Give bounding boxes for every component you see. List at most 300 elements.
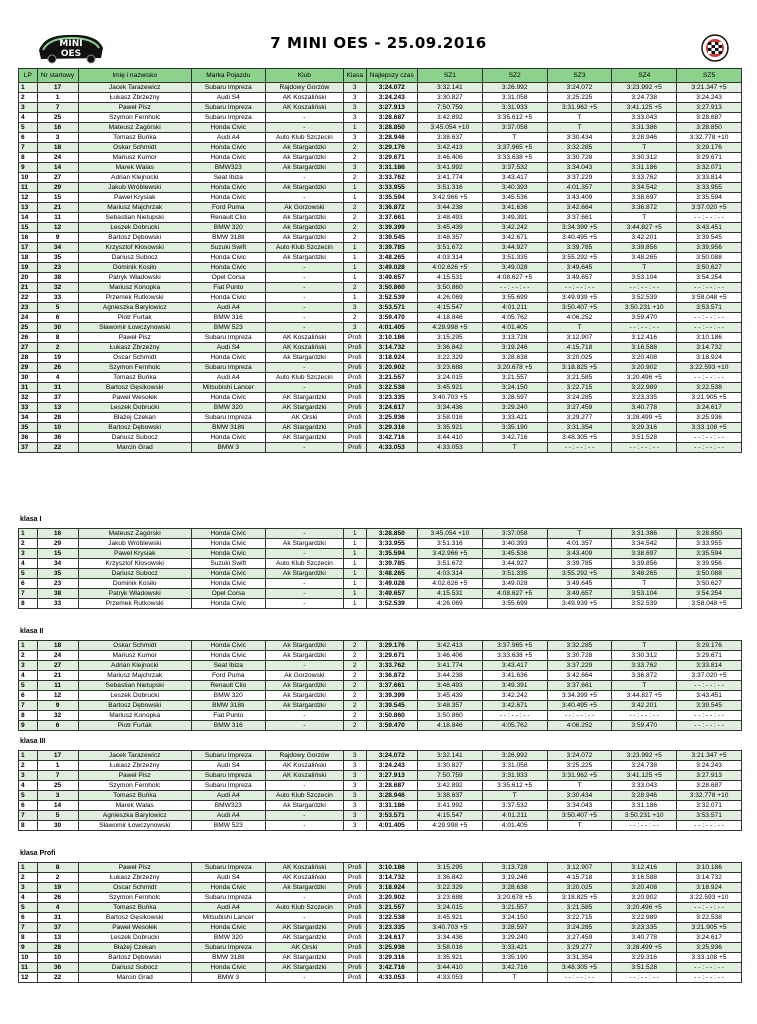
cell-car: Subaru Impreza (191, 83, 265, 93)
cell-sz: 3:23.992 +5 (612, 83, 677, 93)
cell-club: - (265, 599, 343, 609)
cell-club: AK Koszaliński (265, 771, 343, 781)
table-row (19, 671, 742, 681)
cell-best: 3:39.545 (366, 701, 417, 711)
cell-name: Błażej Czekan (78, 943, 191, 953)
table-row (19, 273, 742, 283)
cell-sz: 3:26.992 (482, 83, 547, 93)
cell-sz: 3:38.637 (418, 133, 483, 143)
cell-start: 37 (37, 923, 78, 933)
cell-lp: 7 (19, 701, 38, 711)
cell-club: Rajdowy Gorzów (265, 751, 343, 761)
cell-sz: 3:31.962 +5 (547, 103, 612, 113)
table-row (19, 363, 742, 373)
cell-cls: 2 (343, 721, 366, 731)
table-row (19, 751, 742, 761)
cell-sz: 3:44.410 (418, 433, 483, 443)
cell-sz: 3:39.956 (677, 243, 742, 253)
table-row (19, 123, 742, 133)
cell-name: Krzysztof Kłosowski (78, 243, 191, 253)
column-header: Imię i nazwisko (78, 69, 191, 83)
cell-sz: 3:30.434 (547, 133, 612, 143)
table-row (19, 863, 742, 873)
cell-lp: 14 (19, 213, 38, 223)
table-row (19, 423, 742, 433)
cell-sz: 3:33.638 +5 (482, 153, 547, 163)
cell-cls: Profi (343, 973, 366, 983)
cell-sz: 3:34.542 (612, 539, 677, 549)
cell-club: - (265, 273, 343, 283)
cell-sz: 4:02.626 +5 (418, 579, 483, 589)
cell-cls: 3 (343, 751, 366, 761)
cell-lp: 8 (19, 599, 38, 609)
cell-sz: 3:32.778 +10 (677, 133, 742, 143)
cell-sz: - - : - - : - - (677, 721, 742, 731)
cell-sz: 3:42.671 (482, 701, 547, 711)
cell-start: 11 (37, 213, 78, 223)
cell-start: 14 (37, 801, 78, 811)
cell-cls: 2 (343, 641, 366, 651)
cell-sz: 4:01.405 (482, 323, 547, 333)
cell-club: Ak Stargardzki (265, 153, 343, 163)
cell-lp: 8 (19, 933, 38, 943)
cell-cls: Profi (343, 943, 366, 953)
cell-sz: 3:33.814 (677, 173, 742, 183)
cell-name: Dariusz Subocz (78, 433, 191, 443)
cell-car: BMW 318ti (191, 953, 265, 963)
cell-name: Adrian Klejnocki (78, 173, 191, 183)
cell-cls: 2 (343, 681, 366, 691)
cell-name: Łukasz Zbrzeżny (78, 873, 191, 883)
cell-name: Bartosz Dębowski (78, 233, 191, 243)
cell-car: Suzuki Swift (191, 559, 265, 569)
cell-name: Oscar Schmidt (78, 883, 191, 893)
cell-car: Subaru Impreza (191, 413, 265, 423)
cell-cls: 1 (343, 569, 366, 579)
table-row (19, 433, 742, 443)
cell-car: Seat Ibiza (191, 661, 265, 671)
cell-cls: 2 (343, 223, 366, 233)
cell-sz: 3:25.936 (677, 413, 742, 423)
cell-sz: 3:35.190 (482, 953, 547, 963)
cell-best: 3:39.785 (366, 559, 417, 569)
cell-sz: T (547, 529, 612, 539)
cell-sz: 3:50.627 (677, 579, 742, 589)
cell-start: 34 (37, 559, 78, 569)
cell-sz: 3:39.856 (612, 559, 677, 569)
cell-sz: 4:05.762 (482, 313, 547, 323)
cell-cls: 2 (343, 153, 366, 163)
cell-cls: Profi (343, 913, 366, 923)
cell-name: Leszek Dobrucki (78, 223, 191, 233)
table-row (19, 943, 742, 953)
table-row (19, 893, 742, 903)
cell-sz: - - : - - : - - (677, 443, 742, 453)
cell-start: 35 (37, 253, 78, 263)
cell-club: - (265, 303, 343, 313)
cell-name: Dominik Kosiło (78, 263, 191, 273)
cell-lp: 17 (19, 243, 38, 253)
table-row (19, 243, 742, 253)
cell-club: Ak Stargardzki (265, 163, 343, 173)
cell-cls: 1 (343, 599, 366, 609)
cell-sz: 3:37.229 (547, 173, 612, 183)
results-table (18, 640, 742, 731)
cell-club: - (265, 529, 343, 539)
cell-club: Ak Stargardzki (265, 539, 343, 549)
cell-car: Opel Corsa (191, 589, 265, 599)
cell-lp: 2 (19, 761, 38, 771)
cell-lp: 2 (19, 873, 38, 883)
cell-club: Ak Stargardzki (265, 223, 343, 233)
cell-start: 37 (37, 393, 78, 403)
cell-sz: 3:41.636 (482, 203, 547, 213)
cell-best: 3:37.661 (366, 213, 417, 223)
table-row (19, 721, 742, 731)
table-row (19, 761, 742, 771)
table-row (19, 83, 742, 93)
cell-name: Oskar Schmidt (78, 641, 191, 651)
cell-best: 3:53.571 (366, 303, 417, 313)
cell-lp: 21 (19, 283, 38, 293)
table-row (19, 923, 742, 933)
cell-best: 3:29.671 (366, 153, 417, 163)
cell-sz: 3:32.285 (547, 143, 612, 153)
cell-start: 17 (37, 751, 78, 761)
cell-sz: 3:22.989 (612, 913, 677, 923)
table-row (19, 193, 742, 203)
cell-car: Subaru Impreza (191, 333, 265, 343)
cell-sz: 3:14.732 (677, 343, 742, 353)
cell-sz: 3:23.688 (418, 893, 483, 903)
cell-sz: 3:22.593 +10 (677, 893, 742, 903)
table-row (19, 293, 742, 303)
cell-sz: 3:53.571 (677, 811, 742, 821)
cell-best: 3:10.186 (366, 333, 417, 343)
cell-sz: 3:50.407 +5 (547, 303, 612, 313)
cell-cls: 3 (343, 323, 366, 333)
cell-cls: Profi (343, 863, 366, 873)
cell-sz: 3:36.872 (612, 203, 677, 213)
cell-name: Agnieszka Barylowicz (78, 303, 191, 313)
cell-sz: 3:44.238 (418, 671, 483, 681)
cell-sz: 3:32.778 +10 (677, 791, 742, 801)
cell-sz: 3:28.850 (677, 529, 742, 539)
cell-sz: 3:27.913 (677, 771, 742, 781)
cell-sz: 3:10.186 (677, 863, 742, 873)
cell-name: Łukasz Zbrzeżny (78, 93, 191, 103)
cell-lp: 2 (19, 539, 38, 549)
cell-sz: 3:23.335 (612, 923, 677, 933)
cell-club: AK Stargardzki (265, 953, 343, 963)
cell-sz: 3:43.451 (677, 223, 742, 233)
cell-sz: 3:40.778 (612, 403, 677, 413)
cell-sz: - - : - - : - - (482, 711, 547, 721)
cell-sz: 3:50.407 +5 (547, 811, 612, 821)
cell-club: AK Koszaliński (265, 103, 343, 113)
cell-car: Fiat Punto (191, 711, 265, 721)
cell-sz: 3:41.774 (418, 173, 483, 183)
cell-sz: 3:31.186 (612, 163, 677, 173)
cell-cls: Profi (343, 333, 366, 343)
cell-best: 3:24.243 (366, 93, 417, 103)
cell-sz: 4:06.252 (547, 721, 612, 731)
cell-start: 5 (37, 303, 78, 313)
cell-club: Ak Stargardzki (265, 691, 343, 701)
cell-car: Subaru Impreza (191, 113, 265, 123)
cell-lp: 1 (19, 751, 38, 761)
cell-sz: 3:52.539 (612, 599, 677, 609)
cell-sz: 3:42.201 (612, 233, 677, 243)
table-row (19, 443, 742, 453)
cell-cls: 1 (343, 549, 366, 559)
cell-start: 33 (37, 293, 78, 303)
cell-sz: 3:34.436 (418, 403, 483, 413)
cell-sz: 3:46.406 (418, 153, 483, 163)
cell-sz: 3:40.393 (482, 183, 547, 193)
cell-sz: 3:54.254 (677, 589, 742, 599)
cell-sz: 3:50.627 (677, 263, 742, 273)
section-label: klasa III (20, 738, 46, 745)
cell-best: 3:21.557 (366, 903, 417, 913)
cell-best: 3:39.545 (366, 233, 417, 243)
cell-name: Oscar Schmidt (78, 353, 191, 363)
cell-car: Subaru Impreza (191, 751, 265, 761)
cell-sz: 3:24.285 (547, 393, 612, 403)
cell-cls: 1 (343, 589, 366, 599)
cell-sz: T (612, 579, 677, 589)
cell-start: 13 (37, 933, 78, 943)
cell-sz: 3:20.678 +5 (482, 893, 547, 903)
table-row (19, 579, 742, 589)
cell-sz: 3:51.316 (418, 539, 483, 549)
cell-sz: 3:58.016 (418, 943, 483, 953)
cell-name: Bartosz Dębowski (78, 423, 191, 433)
cell-sz: 3:43.417 (482, 173, 547, 183)
cell-car: Honda Civic (191, 123, 265, 133)
table-row (19, 771, 742, 781)
column-header: SZ4 (612, 69, 677, 83)
cell-sz: 3:27.459 (547, 403, 612, 413)
cell-car: BMW 316 (191, 721, 265, 731)
cell-sz: 3:35.921 (418, 953, 483, 963)
cell-name: Agnieszka Barylowicz (78, 811, 191, 821)
cell-start: 6 (37, 721, 78, 731)
cell-sz: T (612, 681, 677, 691)
cell-club: Ak Stargardzki (265, 213, 343, 223)
cell-cls: 1 (343, 253, 366, 263)
cell-sz: 3:51.528 (612, 433, 677, 443)
cell-sz: 3:49.657 (547, 589, 612, 599)
cell-car: Honda Civic (191, 193, 265, 203)
cell-club: - (265, 661, 343, 671)
cell-cls: Profi (343, 383, 366, 393)
cell-lp: 4 (19, 893, 38, 903)
cell-sz: 3:37.020 +5 (677, 203, 742, 213)
cell-sz: 3:24.072 (547, 751, 612, 761)
cell-club: AK Stargardzki (265, 433, 343, 443)
cell-sz: 3:50.860 (418, 283, 483, 293)
cell-sz: 3:42.966 +5 (418, 193, 483, 203)
cell-sz: 3:51.528 (612, 963, 677, 973)
cell-cls: 2 (343, 671, 366, 681)
cell-sz: 3:33.421 (482, 943, 547, 953)
cell-best: 3:53.571 (366, 811, 417, 821)
cell-sz: 3:30.728 (547, 651, 612, 661)
cell-car: Renault Clio (191, 681, 265, 691)
cell-car: Subaru Impreza (191, 103, 265, 113)
cell-sz: 3:40.495 +5 (547, 233, 612, 243)
cell-car: Honda Civic (191, 529, 265, 539)
cell-sz: 3:40.393 (482, 539, 547, 549)
cell-sz: 3:33.955 (677, 183, 742, 193)
cell-lp: 35 (19, 423, 38, 433)
cell-sz: 3:45.439 (418, 691, 483, 701)
cell-sz: T (547, 323, 612, 333)
table-row (19, 93, 742, 103)
cell-start: 8 (37, 863, 78, 873)
cell-best: 3:27.913 (366, 771, 417, 781)
cell-sz: 3:43.409 (547, 549, 612, 559)
cell-lp: 31 (19, 383, 38, 393)
cell-car: Honda Civic (191, 549, 265, 559)
cell-best: 3:20.902 (366, 363, 417, 373)
cell-club: - (265, 193, 343, 203)
cell-sz: 3:37.965 +5 (482, 641, 547, 651)
cell-lp: 12 (19, 973, 38, 983)
cell-sz: 3:49.391 (482, 681, 547, 691)
table-row (19, 641, 742, 651)
cell-cls: Profi (343, 413, 366, 423)
cell-car: Honda Civic (191, 263, 265, 273)
cell-sz: 3:18.825 +5 (547, 363, 612, 373)
cell-sz: 3:36.842 (418, 343, 483, 353)
cell-best: 3:14.732 (366, 873, 417, 883)
cell-car: Audi A4 (191, 133, 265, 143)
cell-best: 3:48.265 (366, 253, 417, 263)
cell-name: Bartosz Dębowski (78, 953, 191, 963)
cell-cls: Profi (343, 963, 366, 973)
cell-name: Tomasz Buńka (78, 133, 191, 143)
cell-sz: 3:28.850 (677, 123, 742, 133)
section-label: klasa Profi (20, 850, 56, 857)
cell-sz: 3:27.913 (677, 103, 742, 113)
cell-car: BMW 320 (191, 403, 265, 413)
cell-cls: 1 (343, 123, 366, 133)
cell-start: 9 (37, 701, 78, 711)
cell-car: Honda Civic (191, 641, 265, 651)
cell-car: BMW 320 (191, 223, 265, 233)
cell-best: 3:22.538 (366, 913, 417, 923)
cell-name: Błażej Czekan (78, 413, 191, 423)
cell-name: Leszek Dobrucki (78, 403, 191, 413)
cell-sz: 3:58.048 +5 (677, 599, 742, 609)
cell-cls: 1 (343, 529, 366, 539)
cell-car: BMW323 (191, 801, 265, 811)
cell-sz: 3:22.538 (677, 383, 742, 393)
cell-club: AK Stargardzki (265, 933, 343, 943)
cell-car: Audi A4 (191, 373, 265, 383)
cell-name: Paweł Pisz (78, 333, 191, 343)
cell-cls: 2 (343, 233, 366, 243)
cell-best: 3:35.594 (366, 193, 417, 203)
cell-name: Mariusz Kumor (78, 153, 191, 163)
cell-club: - (265, 383, 343, 393)
cell-club: Ak Stargardzki (265, 681, 343, 691)
cell-sz: 3:20.408 (612, 883, 677, 893)
cell-club: Ak Stargardzki (265, 183, 343, 193)
cell-club: Auto Klub Szczecin (265, 559, 343, 569)
cell-sz: 3:33.638 +5 (482, 651, 547, 661)
cell-lp: 4 (19, 671, 38, 681)
results-table (18, 528, 742, 609)
cell-sz: 3:29.316 (612, 423, 677, 433)
cell-sz: 3:36.842 (418, 873, 483, 883)
cell-sz: 3:30.434 (547, 791, 612, 801)
logo-text-mini: MINI (59, 39, 83, 49)
cell-sz: 3:24.285 (547, 923, 612, 933)
cell-car: Subaru Impreza (191, 771, 265, 781)
table-row (19, 681, 742, 691)
table-row (19, 549, 742, 559)
cell-sz: T (547, 123, 612, 133)
column-header: Klub (265, 69, 343, 83)
table-row (19, 203, 742, 213)
cell-name: Marek Walas (78, 801, 191, 811)
table-row (19, 183, 742, 193)
cell-sz: 3:49.939 +5 (547, 599, 612, 609)
cell-sz: 4:15.718 (547, 343, 612, 353)
cell-sz: 3:42.892 (418, 113, 483, 123)
cell-sz: 3:37.058 (482, 529, 547, 539)
cell-cls: 3 (343, 761, 366, 771)
cell-club: AK Stargardzki (265, 963, 343, 973)
cell-start: 14 (37, 163, 78, 173)
cell-name: Mateusz Zagórski (78, 123, 191, 133)
table-row (19, 393, 742, 403)
cell-start: 32 (37, 283, 78, 293)
cell-sz: 3:33.108 +5 (677, 423, 742, 433)
cell-cls: Profi (343, 343, 366, 353)
cell-sz: 3:33.955 (677, 539, 742, 549)
table-row (19, 569, 742, 579)
cell-sz: 3:15.295 (418, 333, 483, 343)
cell-club: Ak Stargardzki (265, 233, 343, 243)
table-row (19, 821, 742, 831)
cell-car: Opel Corsa (191, 273, 265, 283)
cell-best: 3:48.265 (366, 569, 417, 579)
cell-car: BMW 320 (191, 933, 265, 943)
cell-best: 3:23.335 (366, 393, 417, 403)
cell-sz: 3:12.416 (612, 333, 677, 343)
cell-cls: 3 (343, 811, 366, 821)
cell-cls: 1 (343, 293, 366, 303)
cell-club: AK Koszaliński (265, 333, 343, 343)
cell-sz: 3:41.125 +5 (612, 771, 677, 781)
cell-best: 3:21.557 (366, 373, 417, 383)
cell-sz: 3:45.054 +10 (418, 123, 483, 133)
cell-start: 15 (37, 193, 78, 203)
cell-sz: 3:48.305 +5 (547, 963, 612, 973)
cell-sz: - - : - - : - - (677, 213, 742, 223)
cell-start: 29 (37, 539, 78, 549)
cell-best: 3:20.902 (366, 893, 417, 903)
cell-sz: 7:50.759 (418, 771, 483, 781)
cell-cls: 1 (343, 273, 366, 283)
table-row (19, 529, 742, 539)
cell-sz: T (612, 263, 677, 273)
cell-sz: 3:55.699 (482, 599, 547, 609)
